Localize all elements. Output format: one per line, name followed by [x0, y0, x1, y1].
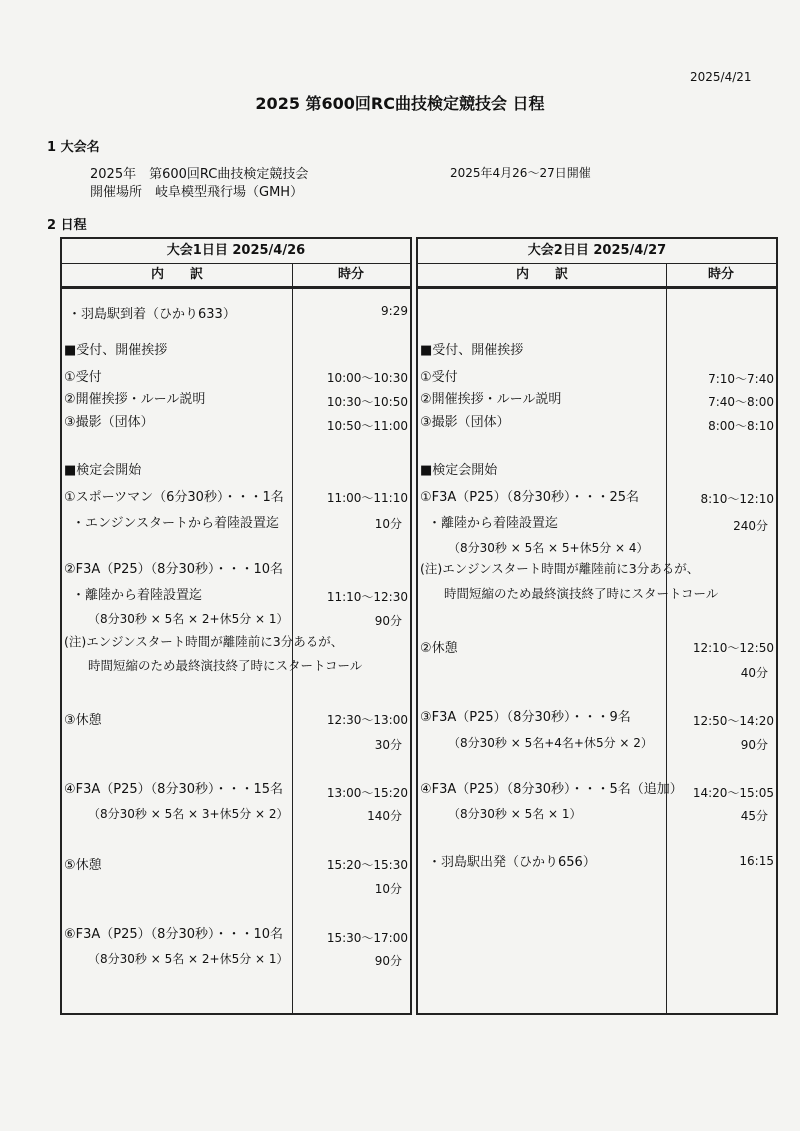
- list-item-time: 11:10～12:30: [326, 590, 408, 604]
- list-item-time: 12:30～13:00: [326, 713, 408, 727]
- list-item: ■検定会開始: [420, 463, 498, 478]
- list-item-time: 10:50～11:00: [326, 419, 408, 433]
- list-item: ②F3A（P25）（8分30秒）・・・10名: [64, 562, 284, 577]
- day2-header: 大会2日目 2025/4/27: [418, 239, 776, 264]
- list-item-time: 9:29: [381, 304, 408, 318]
- day1-column-headers: [62, 263, 410, 288]
- section1-heading: 1 大会名: [47, 140, 100, 155]
- day2-schedule-table: [416, 237, 778, 1015]
- list-item-time: 14:20～15:05: [692, 786, 774, 800]
- list-item-time: 16:15: [739, 854, 774, 868]
- list-item: ■受付、開催挨拶: [420, 343, 524, 358]
- day1-header: 大会1日目 2025/4/26: [62, 239, 410, 264]
- list-item-time: 40分: [740, 666, 768, 680]
- list-item-time: 11:00～11:10: [326, 491, 408, 505]
- document-title: 2025 第600回RC曲技検定競技会 日程: [255, 94, 545, 113]
- list-item-time: 90分: [374, 954, 402, 968]
- list-item: ③F3A（P25）（8分30秒）・・・9名: [420, 710, 631, 725]
- list-item-time: 90分: [374, 614, 402, 628]
- day2-header-double-line: [418, 288, 776, 289]
- list-item: ①受付: [420, 370, 458, 385]
- list-item: ⑥F3A（P25）（8分30秒）・・・10名: [64, 927, 284, 942]
- list-item-time: 10:00～10:30: [326, 371, 408, 385]
- section2-heading: 2 日程: [47, 218, 87, 233]
- day1-schedule-table: [60, 237, 412, 1015]
- day2-column-headers: [418, 263, 776, 288]
- document-date: 2025/4/21: [690, 70, 752, 84]
- list-item-time: 10分: [374, 517, 402, 531]
- list-item-time: 15:20～15:30: [326, 858, 408, 872]
- list-item: ■検定会開始: [64, 463, 142, 478]
- list-item: ③撮影（団体）: [64, 415, 154, 430]
- list-item: ③休憩: [64, 713, 102, 728]
- list-item-time: 15:30～17:00: [326, 931, 408, 945]
- list-item-time: 7:10～7:40: [708, 372, 774, 386]
- list-item: ・離陸から着陸設置迄: [428, 516, 559, 531]
- list-item: ②開催挨拶・ルール説明: [64, 392, 206, 407]
- list-item-time: 240分: [733, 519, 768, 533]
- day1-col-content: 内 訳: [150, 267, 203, 282]
- list-item: 時間短縮のため最終演技終了時にスタートコール: [444, 586, 719, 601]
- list-item: （8分30秒 × 5名 × 2+休5分 × 1）: [88, 952, 289, 966]
- list-item: ①スポーツマン（6分30秒）・・・1名: [64, 490, 284, 505]
- list-item: ④F3A（P25）（8分30秒）・・・5名（追加）: [420, 782, 683, 797]
- event-dates: 2025年4月26～27日開催: [450, 166, 591, 180]
- list-item-time: 7:40～8:00: [708, 395, 774, 409]
- list-item: ・羽島駅到着（ひかり633）: [68, 307, 236, 322]
- list-item-time: 8:10～12:10: [700, 492, 774, 506]
- list-item: （8分30秒 × 5名+4名+休5分 × 2）: [448, 736, 653, 750]
- list-item-time: 8:00～8:10: [708, 419, 774, 433]
- day1-header-double-line: [62, 288, 410, 289]
- list-item-time: 12:10～12:50: [692, 641, 774, 655]
- list-item: ④F3A（P25）（8分30秒）・・・15名: [64, 782, 284, 797]
- list-item: （8分30秒 × 5名 × 5+休5分 × 4）: [448, 541, 649, 555]
- day2-col-content: 内 訳: [515, 267, 568, 282]
- list-item-time: 45分: [740, 809, 768, 823]
- list-item-time: 30分: [374, 738, 402, 752]
- list-item: (注)エンジンスタート時間が離陸前に3分あるが、: [420, 561, 700, 576]
- list-item-time: 10:30～10:50: [326, 395, 408, 409]
- day1-col-time: 時分: [337, 267, 364, 282]
- list-item-time: 12:50～14:20: [692, 714, 774, 728]
- list-item: ①F3A（P25）（8分30秒）・・・25名: [420, 490, 640, 505]
- list-item: 時間短縮のため最終演技終了時にスタートコール: [88, 658, 363, 673]
- list-item-time: 13:00～15:20: [326, 786, 408, 800]
- list-item: (注)エンジンスタート時間が離陸前に3分あるが、: [64, 634, 344, 649]
- list-item: （8分30秒 × 5名 × 2+休5分 × 1）: [88, 612, 289, 626]
- list-item-time: 10分: [374, 882, 402, 896]
- list-item: （8分30秒 × 5名 × 1）: [448, 807, 582, 821]
- list-item: ②休憩: [420, 641, 458, 656]
- list-item: ③撮影（団体）: [420, 415, 510, 430]
- day2-col-time: 時分: [707, 267, 734, 282]
- list-item: ①受付: [64, 370, 102, 385]
- list-item: ②開催挨拶・ルール説明: [420, 392, 562, 407]
- event-venue: 開催場所 岐阜模型飛行場（GMH）: [90, 185, 304, 200]
- event-name: 2025年 第600回RC曲技検定競技会: [90, 167, 309, 182]
- list-item: （8分30秒 × 5名 × 3+休5分 × 2）: [88, 807, 289, 821]
- day2-column-divider: [666, 263, 667, 1013]
- list-item-time: 140分: [367, 809, 402, 823]
- list-item: ・離陸から着陸設置迄: [72, 588, 203, 603]
- list-item: ■受付、開催挨拶: [64, 343, 168, 358]
- list-item: ・羽島駅出発（ひかり656）: [428, 855, 596, 870]
- list-item: ⑤休憩: [64, 858, 102, 873]
- list-item: ・エンジンスタートから着陸設置迄: [72, 516, 279, 531]
- list-item-time: 90分: [740, 738, 768, 752]
